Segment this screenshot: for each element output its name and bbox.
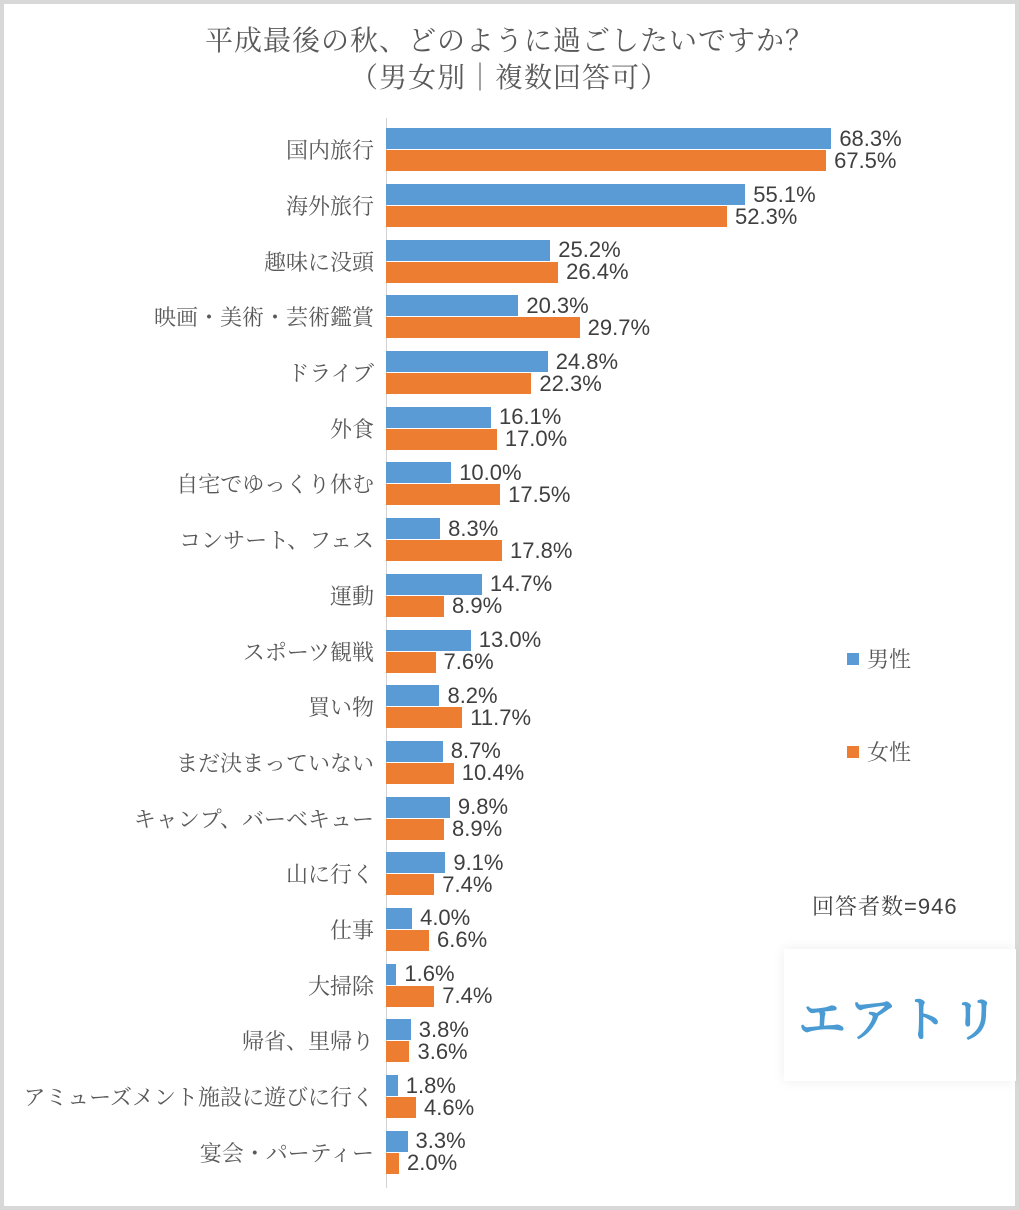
bar-male: [386, 1019, 411, 1040]
bar-line-female: [386, 259, 629, 285]
bar-value-label: 13.0%: [478, 627, 542, 653]
bar-female: [386, 930, 429, 951]
category-row: [4, 122, 902, 178]
category-row: [4, 902, 902, 958]
bar-line-male: [386, 738, 524, 764]
bar-value-label: 2.0%: [407, 1150, 458, 1176]
bar-female: [386, 652, 436, 673]
bar-group: [386, 515, 573, 563]
bar-value-label: 6.6%: [437, 927, 488, 953]
category-label: コンサート、フェス: [179, 528, 374, 554]
bar-line-male: [386, 905, 487, 931]
bar-female: [386, 373, 531, 394]
bar-line-female: [386, 927, 488, 953]
bar-male: [386, 240, 550, 261]
bar-male: [386, 518, 440, 539]
category-row: [4, 1124, 902, 1180]
category-label: 外食: [329, 416, 374, 442]
bar-value-label: 16.1%: [498, 404, 562, 430]
bar-value-label: 9.8%: [457, 794, 509, 820]
bar-value-label: 4.0%: [420, 905, 471, 931]
bar-female: [386, 484, 500, 505]
bar-chart: [4, 122, 902, 1180]
bar-line-female: [386, 871, 503, 897]
category-row: [4, 679, 902, 735]
bar-group: [386, 292, 651, 340]
bar-value-label: 7.4%: [442, 871, 493, 897]
bar-male: [386, 407, 491, 428]
bar-group: [386, 738, 525, 786]
bar-male: [386, 574, 482, 595]
bar-group: [386, 1016, 469, 1064]
bar-line-female: [386, 203, 816, 229]
bar-line-male: [386, 348, 619, 374]
bar-value-label: 68.3%: [839, 125, 902, 151]
category-row: [4, 1069, 902, 1125]
bar-value-label: 10.4%: [461, 760, 525, 786]
bar-value-label: 3.8%: [418, 1016, 469, 1042]
category-row: [4, 345, 902, 401]
bar-female: [386, 206, 727, 227]
category-row: [4, 1013, 902, 1069]
category-label: 海外旅行: [285, 194, 374, 220]
bar-value-label: 3.6%: [417, 1038, 468, 1064]
category-row: [4, 233, 902, 289]
bar-female: [386, 986, 434, 1007]
bar-value-label: 3.3%: [415, 1128, 466, 1154]
bar-male: [386, 1131, 408, 1152]
bar-line-female: [386, 983, 493, 1009]
bar-value-label: 25.2%: [558, 237, 621, 263]
bar-value-label: 26.4%: [566, 259, 629, 285]
respondents-count: 回答者数=946: [812, 894, 958, 919]
bar-male: [386, 462, 451, 483]
bar-group: [386, 849, 504, 897]
bar-female: [386, 1153, 399, 1174]
bar-male: [386, 685, 439, 706]
bar-line-male: [386, 181, 816, 207]
category-label: ドライブ: [287, 361, 374, 387]
bar-male: [386, 797, 450, 818]
category-label: 自宅でゆっくり休む: [176, 472, 374, 498]
bar-female: [386, 763, 454, 784]
category-row: [4, 456, 902, 512]
bar-line-female: [386, 537, 573, 563]
bar-male: [386, 295, 518, 316]
bar-female: [386, 262, 558, 283]
bar-male: [386, 630, 471, 651]
legend-item-male: [847, 643, 911, 674]
bar-female: [386, 150, 826, 171]
bar-male: [386, 741, 443, 762]
bar-value-label: 7.4%: [442, 983, 493, 1009]
bar-value-label: 9.1%: [453, 849, 504, 875]
bar-value-label: 4.6%: [423, 1094, 475, 1120]
bar-female: [386, 317, 580, 338]
bar-line-female: [386, 649, 541, 675]
category-row: [4, 568, 902, 624]
category-label: 国内旅行: [285, 138, 374, 164]
chart-title-line1: 平成最後の秋、どのように過ごしたいですか？: [204, 25, 814, 56]
bar-value-label: 8.3%: [448, 515, 499, 541]
bar-group: [386, 794, 509, 842]
bar-line-male: [386, 1128, 466, 1154]
bar-value-label: 7.6%: [443, 649, 494, 675]
bar-group: [386, 348, 619, 396]
bar-line-female: [386, 1150, 466, 1176]
bar-value-label: 10.0%: [459, 459, 522, 485]
bar-value-label: 52.3%: [734, 203, 798, 229]
category-label: スポーツ観戦: [242, 639, 374, 665]
category-row: [4, 957, 902, 1013]
bar-value-label: 14.7%: [489, 571, 553, 597]
bar-line-female: [386, 593, 552, 619]
brand-logo-box: [784, 949, 1016, 1081]
bar-value-label: 17.5%: [508, 481, 571, 507]
bar-line-female: [386, 147, 902, 173]
category-row: [4, 735, 902, 791]
bar-value-label: 17.0%: [504, 426, 568, 452]
bar-female: [386, 819, 444, 840]
bar-line-female: [386, 481, 571, 507]
bar-group: [386, 627, 542, 675]
bar-group: [386, 125, 902, 173]
bar-value-label: 8.2%: [447, 682, 498, 708]
bar-value-label: 8.9%: [452, 593, 503, 619]
bar-line-female: [386, 314, 651, 340]
bar-line-male: [386, 125, 902, 151]
bar-male: [386, 1075, 398, 1096]
bar-male: [386, 128, 831, 149]
bar-group: [386, 181, 816, 229]
bar-female: [386, 1041, 409, 1062]
bar-line-male: [386, 1016, 469, 1042]
bar-group: [386, 237, 629, 285]
bar-value-label: 29.7%: [587, 314, 651, 340]
bar-value-label: 11.7%: [470, 704, 532, 730]
bar-female: [386, 429, 497, 450]
category-label: 趣味に没頭: [263, 249, 374, 275]
bar-line-male: [386, 961, 492, 987]
bar-male: [386, 964, 396, 985]
bar-line-male: [386, 237, 629, 263]
category-label: 宴会・パーティー: [199, 1140, 374, 1166]
bar-group: [386, 905, 488, 953]
category-row: [4, 400, 902, 456]
bar-group: [386, 682, 532, 730]
bar-line-female: [386, 816, 508, 842]
bar-group: [386, 961, 493, 1009]
bar-group: [386, 1128, 466, 1176]
bar-line-male: [386, 459, 570, 485]
bar-line-male: [386, 571, 553, 597]
category-label: 山に行く: [285, 862, 374, 888]
bar-line-female: [386, 760, 525, 786]
bar-line-female: [386, 370, 618, 396]
category-label: キャンプ、バーベキュー: [133, 806, 374, 832]
bar-value-label: 55.1%: [753, 181, 816, 207]
bar-value-label: 8.9%: [452, 816, 503, 842]
bar-value-label: 67.5%: [834, 147, 897, 173]
bar-group: [386, 1072, 475, 1120]
bar-female: [386, 1097, 416, 1118]
category-label: 買い物: [307, 695, 374, 721]
bar-male: [386, 184, 745, 205]
bar-male: [386, 351, 548, 372]
chart-title: [4, 22, 1015, 96]
bar-line-female: [386, 1038, 469, 1064]
bar-group: [386, 571, 553, 619]
category-row: [4, 846, 902, 902]
bar-female: [386, 596, 444, 617]
category-row: [4, 623, 902, 679]
bar-male: [386, 852, 445, 873]
bar-value-label: 24.8%: [555, 348, 619, 374]
category-label: 大掃除: [307, 973, 374, 999]
bar-line-male: [386, 1072, 474, 1098]
legend-swatch-female-icon: [847, 746, 859, 758]
bar-female: [386, 707, 462, 728]
bar-value-label: 8.7%: [450, 738, 501, 764]
bar-line-male: [386, 794, 509, 820]
category-label: まだ決まっていない: [175, 750, 374, 776]
bar-line-male: [386, 682, 531, 708]
bar-line-female: [386, 1094, 475, 1120]
bar-line-female: [386, 704, 532, 730]
category-row: [4, 790, 902, 846]
category-label: アミューズメント施設に遊びに行く: [23, 1085, 374, 1111]
bar-line-male: [386, 849, 504, 875]
legend-item-female: [847, 736, 911, 767]
bar-line-male: [386, 404, 567, 430]
bar-group: [386, 459, 571, 507]
bar-line-male: [386, 515, 572, 541]
category-row: [4, 512, 902, 568]
category-label: 帰省、里帰り: [241, 1029, 374, 1055]
bar-value-label: 1.8%: [405, 1072, 456, 1098]
bar-value-label: 20.3%: [526, 292, 589, 318]
bar-line-female: [386, 426, 568, 452]
bar-female: [386, 540, 502, 561]
airtrip-logo: エアトリ: [797, 993, 1002, 1047]
bar-male: [386, 908, 412, 929]
bar-line-male: [386, 292, 650, 318]
category-label: 運動: [329, 583, 374, 609]
legend-label-male: 男性: [867, 647, 912, 672]
chart-title-line2: （男女別｜複数回答可）: [349, 62, 669, 93]
bar-group: [386, 404, 568, 452]
category-row: [4, 178, 902, 234]
legend-label-female: 女性: [867, 740, 912, 765]
bar-value-label: 22.3%: [539, 370, 602, 396]
bar-female: [386, 874, 434, 895]
category-label: 仕事: [329, 917, 374, 943]
bar-value-label: 1.6%: [404, 961, 455, 987]
category-label: 映画・美術・芸術鑑賞: [153, 305, 374, 331]
category-row: [4, 289, 902, 345]
legend-swatch-male-icon: [847, 653, 859, 665]
bar-line-male: [386, 627, 542, 653]
bar-value-label: 17.8%: [510, 537, 573, 563]
